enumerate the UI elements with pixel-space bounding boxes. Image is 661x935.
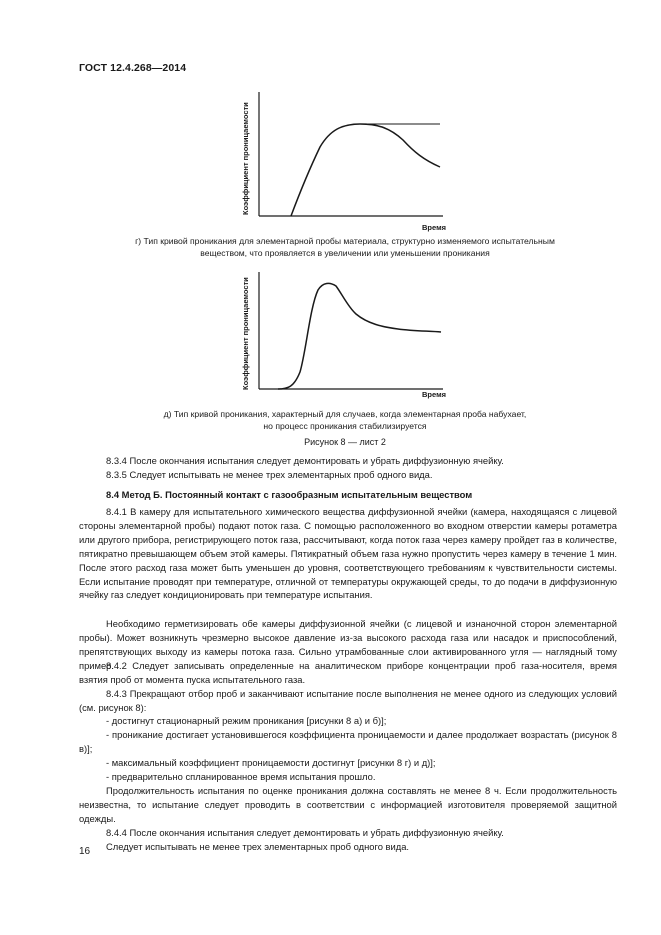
- item-8-3-4: 8.3.4 После окончания испытания следует демонтировать и убрать диффузионную ячейку.: [106, 455, 504, 466]
- figure-d-plot: [238, 272, 458, 397]
- document-header: ГОСТ 12.4.268—2014: [79, 62, 187, 74]
- item-8-3-5: 8.3.5 Следует испытывать не менее трех элементарных проб одного вида.: [106, 469, 433, 480]
- figure-d-xlabel: Время: [422, 390, 446, 399]
- item-8-4-4: 8.4.4 После окончания испытания следует демонтировать и убрать диффузионную ячейку.: [106, 827, 504, 838]
- condition-3: - максимальный коэффициент проницаемости достигнут [рисунки 8 г) и д)];: [106, 757, 436, 768]
- paragraph-8-4-3: 8.4.3 Прекращают отбор проб и заканчивают испытание после выполнения не менее одного из следующих условий (см. рисунок 8):: [79, 688, 617, 713]
- paragraph-8-4-1b: Необходимо герметизировать обе камеры диффузионной ячейки (с лицевой и изнаночной сторон элементарной пробы). Может возникнуть чрезмерно высокое давление из-за высокого расхода газа или насадок и приспособлений, препятствующих выходу из камеры потока газа. Сильно утрамбованные слои активированного угля — наглядный тому пример.: [79, 618, 617, 671]
- condition-1: - достигнут стационарный режим проникания [рисунки 8 а) и б)];: [106, 715, 387, 726]
- figure-g-xlabel: Время: [422, 223, 446, 232]
- figure-d-caption-2: но процесс проникания стабилизируется: [263, 421, 427, 431]
- figure-d-curve: [278, 283, 441, 389]
- figure-g-chart: [238, 92, 458, 232]
- figure-g-curve: [291, 124, 440, 216]
- condition-2: - проникание достигает установившегося коэффициента проницаемости и далее продолжает возрастать (рисунок 8 в)];: [79, 729, 617, 754]
- figure-d-caption-1: д) Тип кривой проникания, характерный для случаев, когда элементарная проба набухает,: [163, 409, 527, 419]
- figure-d-ylabel: Коэффициент проницаемости: [241, 277, 250, 390]
- figure-g-caption-2: веществом, что проявляется в увеличении или уменьшении проникания: [200, 248, 490, 258]
- figure-title: Рисунок 8 — лист 2: [304, 437, 386, 447]
- paragraph-8-4-2: 8.4.2 Следует записывать определенные на аналитическом приборе концентрации проб газа-носителя, время взятия проб от момента пуска испытательного газа.: [79, 660, 617, 685]
- page-number: 16: [79, 846, 91, 857]
- paragraph-8-4-1: 8.4.1 В камеру для испытательного химического вещества диффузионной ячейки (камера, находящаяся с лицевой стороны элементарной пробы) подают поток газа. С помощью расположенного во входном отверстии камеры ротаметра или другого прибора, регистрирующего поток газа, рассчитывают, когда поток газа через камеру пройдет газ в количестве, пятикратно превышающем объем этой камеры. Пятикратный объем газа нужно пропустить через камеру в течение 1 мин. После этого расход газа может быть уменьшен до уровня, соответствующего требованиям к чувствительности системы. Если испытание проводят при температуре, отличной от температуры окружающей среды, то до подачи в диффузионную ячейку газ следует кондиционировать при температуре испытания.: [79, 506, 617, 601]
- figure-g-caption-1: г) Тип кривой проникания для элементарной пробы материала, структурно изменяемого испытательным: [135, 236, 555, 246]
- figure-d-chart: [238, 272, 458, 397]
- condition-4: - предварительно спланированное время испытания прошло.: [106, 771, 376, 782]
- figure-g-plot: [238, 92, 458, 222]
- section-title: 8.4 Метод Б. Постоянный контакт с газообразным испытательным веществом: [106, 489, 473, 500]
- final-sentence: Следует испытывать не менее трех элементарных проб одного вида.: [106, 841, 410, 852]
- figure-g-ylabel: Коэффициент проницаемости: [241, 102, 250, 215]
- duration-paragraph: Продолжительность испытания по оценке проникания должна составлять не менее 8 ч. Если продолжительность неизвестна, то испытание следует проводить в соответствии с информацией изготовителя проверяемой защитной одежды.: [79, 785, 617, 824]
